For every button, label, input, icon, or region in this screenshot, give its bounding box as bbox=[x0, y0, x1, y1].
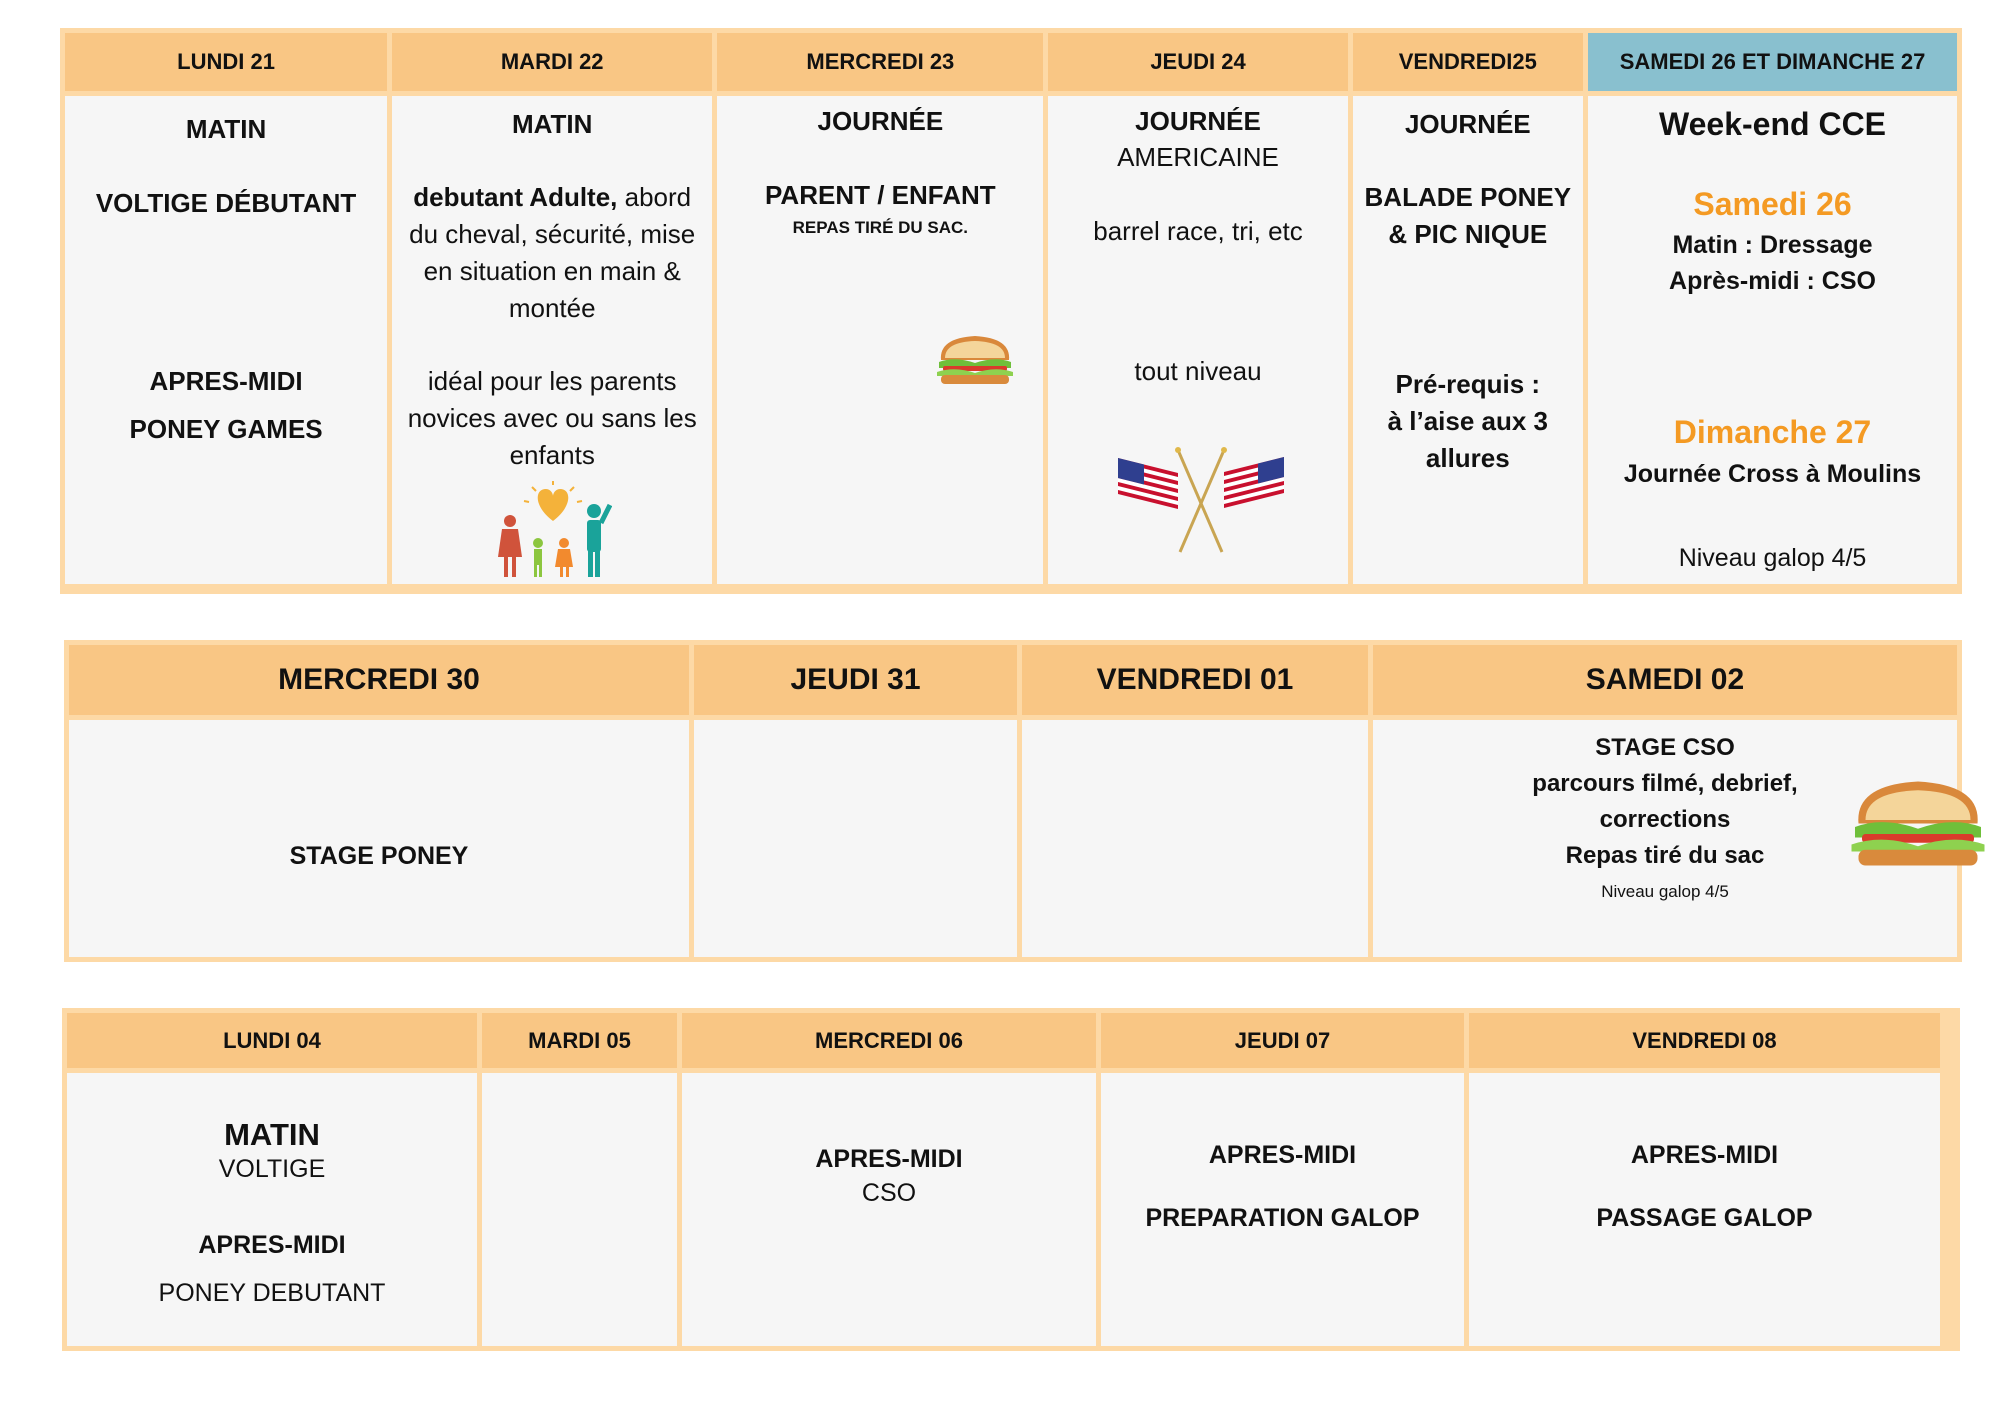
header-mardi-05: MARDI 05 bbox=[482, 1013, 677, 1068]
header-lundi-04: LUNDI 04 bbox=[67, 1013, 477, 1068]
header-mercredi-06: MERCREDI 06 bbox=[682, 1013, 1096, 1068]
matin-label: MATIN bbox=[185, 114, 267, 144]
journee-label: JOURNÉE bbox=[817, 106, 944, 136]
cell-jeudi-07 bbox=[1101, 1073, 1464, 1346]
week1-table bbox=[60, 28, 1962, 594]
debutant-adulte-label: debutant Adulte, bbox=[413, 182, 618, 212]
niveau-text: tout niveau bbox=[1134, 356, 1262, 386]
niveau-galop: Niveau galop 4/5 bbox=[1678, 544, 1867, 572]
mardi-desc-text: abord du cheval, sécurité, mise en situation en main & montée bbox=[409, 182, 696, 323]
sandwich-icon bbox=[1848, 768, 1988, 872]
apres-midi-cso: Après-midi : CSO bbox=[1669, 267, 1876, 295]
apres-midi-label: APRES-MIDI bbox=[1208, 1141, 1357, 1169]
voltige-label: VOLTIGE DÉBUTANT bbox=[95, 188, 357, 218]
header-mercredi-23: MERCREDI 23 bbox=[717, 33, 1043, 91]
cso-line1: parcours filmé, debrief, bbox=[1532, 770, 1798, 797]
cso-label: CSO bbox=[861, 1179, 917, 1207]
cell-mardi-22 bbox=[392, 96, 712, 584]
journee-label: JOURNÉE bbox=[1135, 106, 1261, 136]
apres-midi-label: APRES-MIDI bbox=[815, 1145, 963, 1173]
apres-midi-label: APRES-MIDI bbox=[1630, 1141, 1779, 1169]
american-flags-icon bbox=[1116, 446, 1286, 556]
header-mercredi-30: MERCREDI 30 bbox=[69, 645, 689, 715]
cell-mardi-05 bbox=[482, 1073, 677, 1346]
prerequis-line2: à l’aise aux 3 bbox=[1387, 406, 1549, 436]
header-jeudi-24: JEUDI 24 bbox=[1048, 33, 1347, 91]
prerequis-line3: allures bbox=[1425, 443, 1510, 473]
header-jeudi-07: JEUDI 07 bbox=[1101, 1013, 1464, 1068]
parent-enfant-label: PARENT / ENFANT bbox=[765, 180, 996, 210]
sandwich-icon bbox=[935, 329, 1015, 387]
cell-mercredi-30 bbox=[69, 720, 689, 957]
apres-midi-label: APRES-MIDI bbox=[198, 1231, 346, 1259]
pic-nique-label: & PIC NIQUE bbox=[1388, 219, 1548, 249]
prerequis-label: Pré-requis : bbox=[1395, 369, 1541, 399]
cell-vendredi-08 bbox=[1469, 1073, 1940, 1346]
header-lundi-21: LUNDI 21 bbox=[65, 33, 387, 91]
stage-cso-label: STAGE CSO bbox=[1595, 734, 1735, 761]
voltige-label: VOLTIGE bbox=[218, 1155, 326, 1183]
header-samedi-02: SAMEDI 02 bbox=[1373, 645, 1957, 715]
cell-mercredi-06 bbox=[682, 1073, 1096, 1346]
cross-label: Journée Cross à Moulins bbox=[1623, 460, 1922, 488]
weekend-title: Week-end CCE bbox=[1659, 106, 1887, 142]
cso-niveau: Niveau galop 4/5 bbox=[1601, 882, 1729, 901]
passage-galop-label: PASSAGE GALOP bbox=[1596, 1204, 1813, 1232]
cell-jeudi-24 bbox=[1048, 96, 1347, 584]
header-jeudi-31: JEUDI 31 bbox=[694, 645, 1017, 715]
samedi-26-label: Samedi 26 bbox=[1693, 186, 1852, 222]
mardi-desc2-text: idéal pour les parents novices avec ou sans les enfants bbox=[407, 366, 697, 470]
apres-midi-label: APRES-MIDI bbox=[149, 366, 303, 396]
header-vendredi-01: VENDREDI 01 bbox=[1022, 645, 1368, 715]
matin-label: MATIN bbox=[512, 109, 593, 139]
header-weekend: SAMEDI 26 ET DIMANCHE 27 bbox=[1588, 33, 1957, 91]
header-vendredi-25: VENDREDI25 bbox=[1353, 33, 1583, 91]
cell-lundi-04 bbox=[67, 1073, 477, 1346]
poney-debutant-label: PONEY DEBUTANT bbox=[158, 1279, 386, 1307]
week3-table bbox=[62, 1008, 1960, 1351]
cso-line3: Repas tiré du sac bbox=[1565, 842, 1765, 869]
repas-label: REPAS TIRÉ DU SAC. bbox=[792, 218, 969, 237]
poney-games-label: PONEY GAMES bbox=[129, 414, 323, 444]
preparation-galop-label: PREPARATION GALOP bbox=[1145, 1204, 1420, 1232]
americaine-label: AMERICAINE bbox=[1117, 142, 1279, 172]
journee-label: JOURNÉE bbox=[1404, 109, 1531, 139]
balade-label: BALADE PONEY bbox=[1364, 182, 1572, 212]
matin-label: MATIN bbox=[224, 1117, 320, 1152]
cell-weekend bbox=[1588, 96, 1957, 584]
cell-mercredi-23 bbox=[717, 96, 1043, 584]
cso-line2: corrections bbox=[1599, 806, 1731, 833]
stage-poney-label: STAGE PONEY bbox=[289, 842, 469, 870]
activities-text: barrel race, tri, etc bbox=[1093, 216, 1303, 246]
header-mardi-22: MARDI 22 bbox=[392, 33, 712, 91]
cell-jeudi-31 bbox=[694, 720, 1017, 957]
matin-dressage: Matin : Dressage bbox=[1672, 231, 1873, 259]
cell-vendredi-25 bbox=[1353, 96, 1583, 584]
mardi-description bbox=[406, 179, 698, 327]
cell-lundi-21 bbox=[65, 96, 387, 584]
header-vendredi-08: VENDREDI 08 bbox=[1469, 1013, 1940, 1068]
cell-vendredi-01 bbox=[1022, 720, 1368, 957]
week2-table bbox=[64, 640, 1962, 962]
dimanche-27-label: Dimanche 27 bbox=[1673, 414, 1872, 450]
family-icon bbox=[494, 481, 612, 581]
